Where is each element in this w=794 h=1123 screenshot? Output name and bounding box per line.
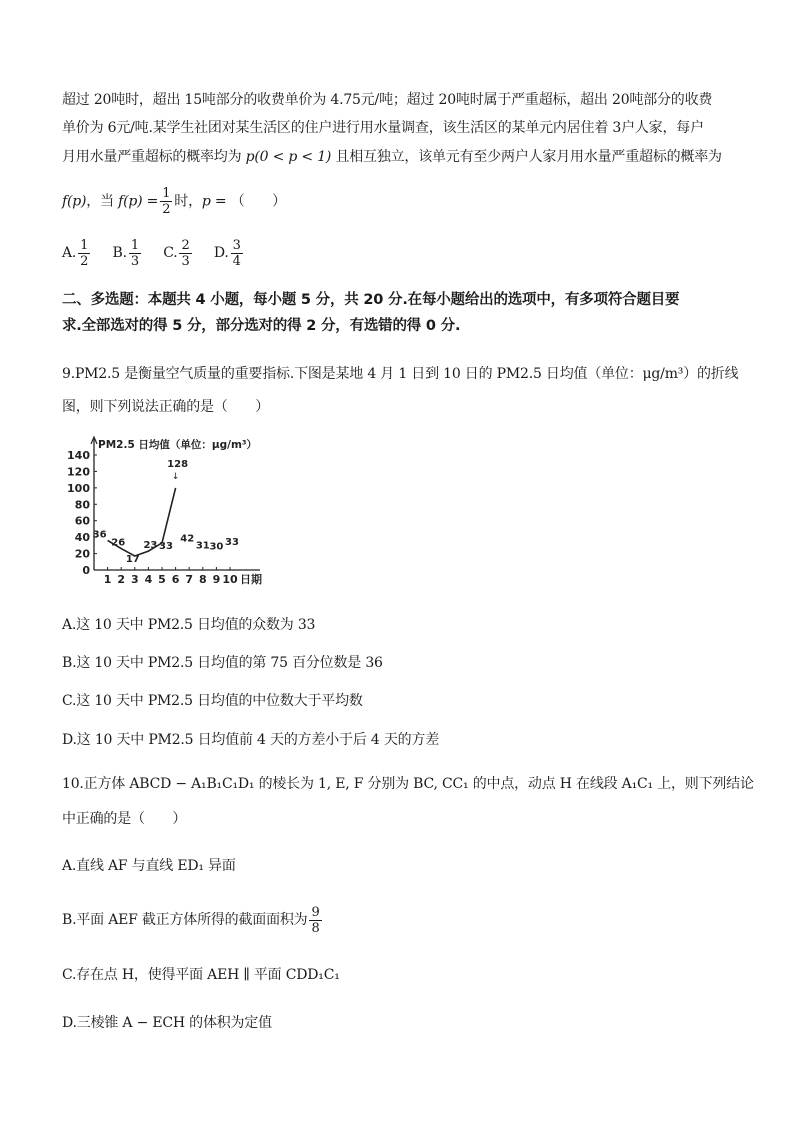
q8-option-a-den: 2 bbox=[80, 253, 89, 269]
y-tick-label: 20 bbox=[74, 547, 90, 561]
q8-half-num: 1 bbox=[162, 186, 171, 201]
q8-option-a bbox=[62, 236, 92, 270]
x-tick-label: 6 bbox=[171, 573, 180, 585]
q8-option-c-label: C. bbox=[163, 245, 178, 261]
q8-option-d-label: D. bbox=[213, 245, 229, 261]
q8-line3-text-a: 月用水量严重超标的概率均为 bbox=[62, 149, 246, 165]
q10-option-b-num: 9 bbox=[311, 904, 320, 920]
q10-text-line-2: 中正确的是（ ） bbox=[62, 811, 187, 827]
q8-p-equals: p = bbox=[201, 193, 227, 210]
q8-option-b-label: B. bbox=[112, 245, 127, 261]
q10-option-b-fraction bbox=[309, 905, 321, 936]
data-label: 36 bbox=[92, 529, 107, 541]
q9-option-a: A.这 10 天中 PM2.5 日均值的众数为 33 bbox=[62, 617, 316, 633]
y-tick-label: 0 bbox=[82, 564, 90, 577]
y-tick-label: 100 bbox=[67, 481, 90, 495]
q8-option-c bbox=[163, 236, 193, 270]
q10-option-b-den: 8 bbox=[311, 920, 320, 936]
q8-option-b-num: 1 bbox=[130, 237, 139, 253]
q8-half-den: 2 bbox=[162, 202, 171, 217]
q10-text-line-1: 10.正方体 ABCD − A₁B₁C₁D₁ 的棱长为 1, E, F 分别为 BC, CC₁ 的中点，动点 H 在线段 A₁C₁ 上，则下列结论 bbox=[62, 776, 754, 792]
q8-fp-equals: f(p) = bbox=[118, 193, 159, 210]
x-tick-label: 9 bbox=[212, 573, 221, 585]
q8-options bbox=[62, 236, 261, 270]
section2-heading-line-1: 二、多选题：本题共 4 小题，每小题 5 分，共 20 分.在每小题给出的选项中，有多项符合题目要 bbox=[62, 292, 680, 308]
y-tick-label: 40 bbox=[74, 531, 90, 545]
q10-option-a: A.直线 AF 与直线 ED₁ 异面 bbox=[62, 858, 236, 874]
q9-option-c: C.这 10 天中 PM2.5 日均值的中位数大于平均数 bbox=[62, 693, 363, 709]
data-label: 42 bbox=[180, 533, 195, 545]
q8-option-a-num: 1 bbox=[80, 237, 89, 253]
data-label: 128 bbox=[167, 458, 189, 470]
pm25-line-chart bbox=[60, 433, 290, 585]
x-tick-label: 4 bbox=[144, 573, 153, 585]
q8-line4-text-b: ，当 bbox=[86, 193, 119, 210]
x-tick-label: 8 bbox=[198, 573, 207, 585]
x-tick-label: 5 bbox=[158, 573, 166, 585]
q10-option-d: D.三棱锥 A − ECH 的体积为定值 bbox=[62, 1015, 272, 1031]
q8-text-line-3 bbox=[62, 147, 722, 167]
q9-option-d: D.这 10 天中 PM2.5 日均值前 4 天的方差小于后 4 天的方差 bbox=[62, 732, 440, 748]
q8-text-line-1: 超过 20吨时，超出 15吨部分的收费单价为 4.75元/吨；超过 20吨时属于严重超标，超出 20吨部分的收费 bbox=[62, 92, 713, 108]
data-label: 33 bbox=[159, 540, 173, 552]
q8-option-d-den: 4 bbox=[232, 253, 241, 269]
q8-answer-blank: （ ） bbox=[230, 193, 286, 210]
x-tick-label: 10 bbox=[222, 573, 238, 585]
q8-option-d-num: 3 bbox=[232, 237, 241, 253]
q10-option-b bbox=[62, 900, 324, 940]
data-label: 31 bbox=[195, 540, 210, 552]
y-tick-label: 120 bbox=[67, 465, 90, 479]
section2-heading-line-2: 求.全部选对的得 5 分，部分选对的得 2 分，有选错的得 0 分. bbox=[62, 318, 461, 334]
q8-option-d bbox=[214, 236, 245, 270]
data-label: 30 bbox=[209, 541, 224, 553]
q10-option-b-text: B.平面 AEF 截正方体所得的截面面积为 bbox=[62, 912, 308, 928]
x-tick-label: 2 bbox=[117, 573, 126, 585]
q8-option-a-label: A. bbox=[62, 245, 77, 261]
q8-text-line-2: 单价为 6元/吨.某学生社团对某生活区的住户进行用水量调查，该生活区的某单元内居住着 3户人家，每户 bbox=[62, 120, 704, 136]
q8-text-line-4 bbox=[62, 186, 286, 217]
x-tick-label: 3 bbox=[130, 573, 139, 585]
x-tick-label: 7 bbox=[185, 573, 194, 585]
q8-line3-text-b: 且相互独立，该单元有至少两户人家月用水量严重超标的概率为 bbox=[331, 149, 722, 165]
q8-option-c-num: 2 bbox=[181, 237, 190, 253]
data-label: 17 bbox=[125, 554, 140, 566]
q8-option-b bbox=[113, 236, 143, 270]
q9-text-line-1: 9.PM2.5 是衡量空气质量的重要指标.下图是某地 4 月 1 日到 10 日的 PM2.5 日均值（单位：μg/m³）的折线 bbox=[62, 366, 739, 382]
x-axis-label: 日期 bbox=[240, 573, 262, 585]
q8-half-fraction bbox=[160, 186, 172, 217]
x-tick-label: 1 bbox=[103, 573, 112, 585]
q8-fp: f(p) bbox=[62, 193, 87, 210]
data-label: 26 bbox=[111, 537, 126, 549]
y-tick-label: 140 bbox=[67, 449, 90, 462]
data-label: 23 bbox=[143, 540, 158, 552]
chart-title: PM2.5 日均值（单位：μg/m³） bbox=[98, 439, 258, 451]
q8-option-b-den: 3 bbox=[130, 253, 139, 269]
data-label: 33 bbox=[225, 536, 239, 548]
data-point-6: ↓ bbox=[171, 471, 180, 482]
q8-option-c-den: 3 bbox=[181, 253, 190, 269]
q9-option-b: B.这 10 天中 PM2.5 日均值的第 75 百分位数是 36 bbox=[62, 655, 383, 671]
q9-text-line-2: 图，则下列说法正确的是（ ） bbox=[62, 399, 269, 415]
q8-line3-math: p(0 < p < 1) bbox=[245, 149, 332, 165]
q10-option-c: C.存在点 H，使得平面 AEH ∥ 平面 CDD₁C₁ bbox=[62, 967, 340, 983]
y-tick-label: 60 bbox=[74, 514, 90, 528]
y-tick-label: 80 bbox=[74, 498, 90, 512]
q8-line4-text-d: 时， bbox=[174, 193, 202, 210]
